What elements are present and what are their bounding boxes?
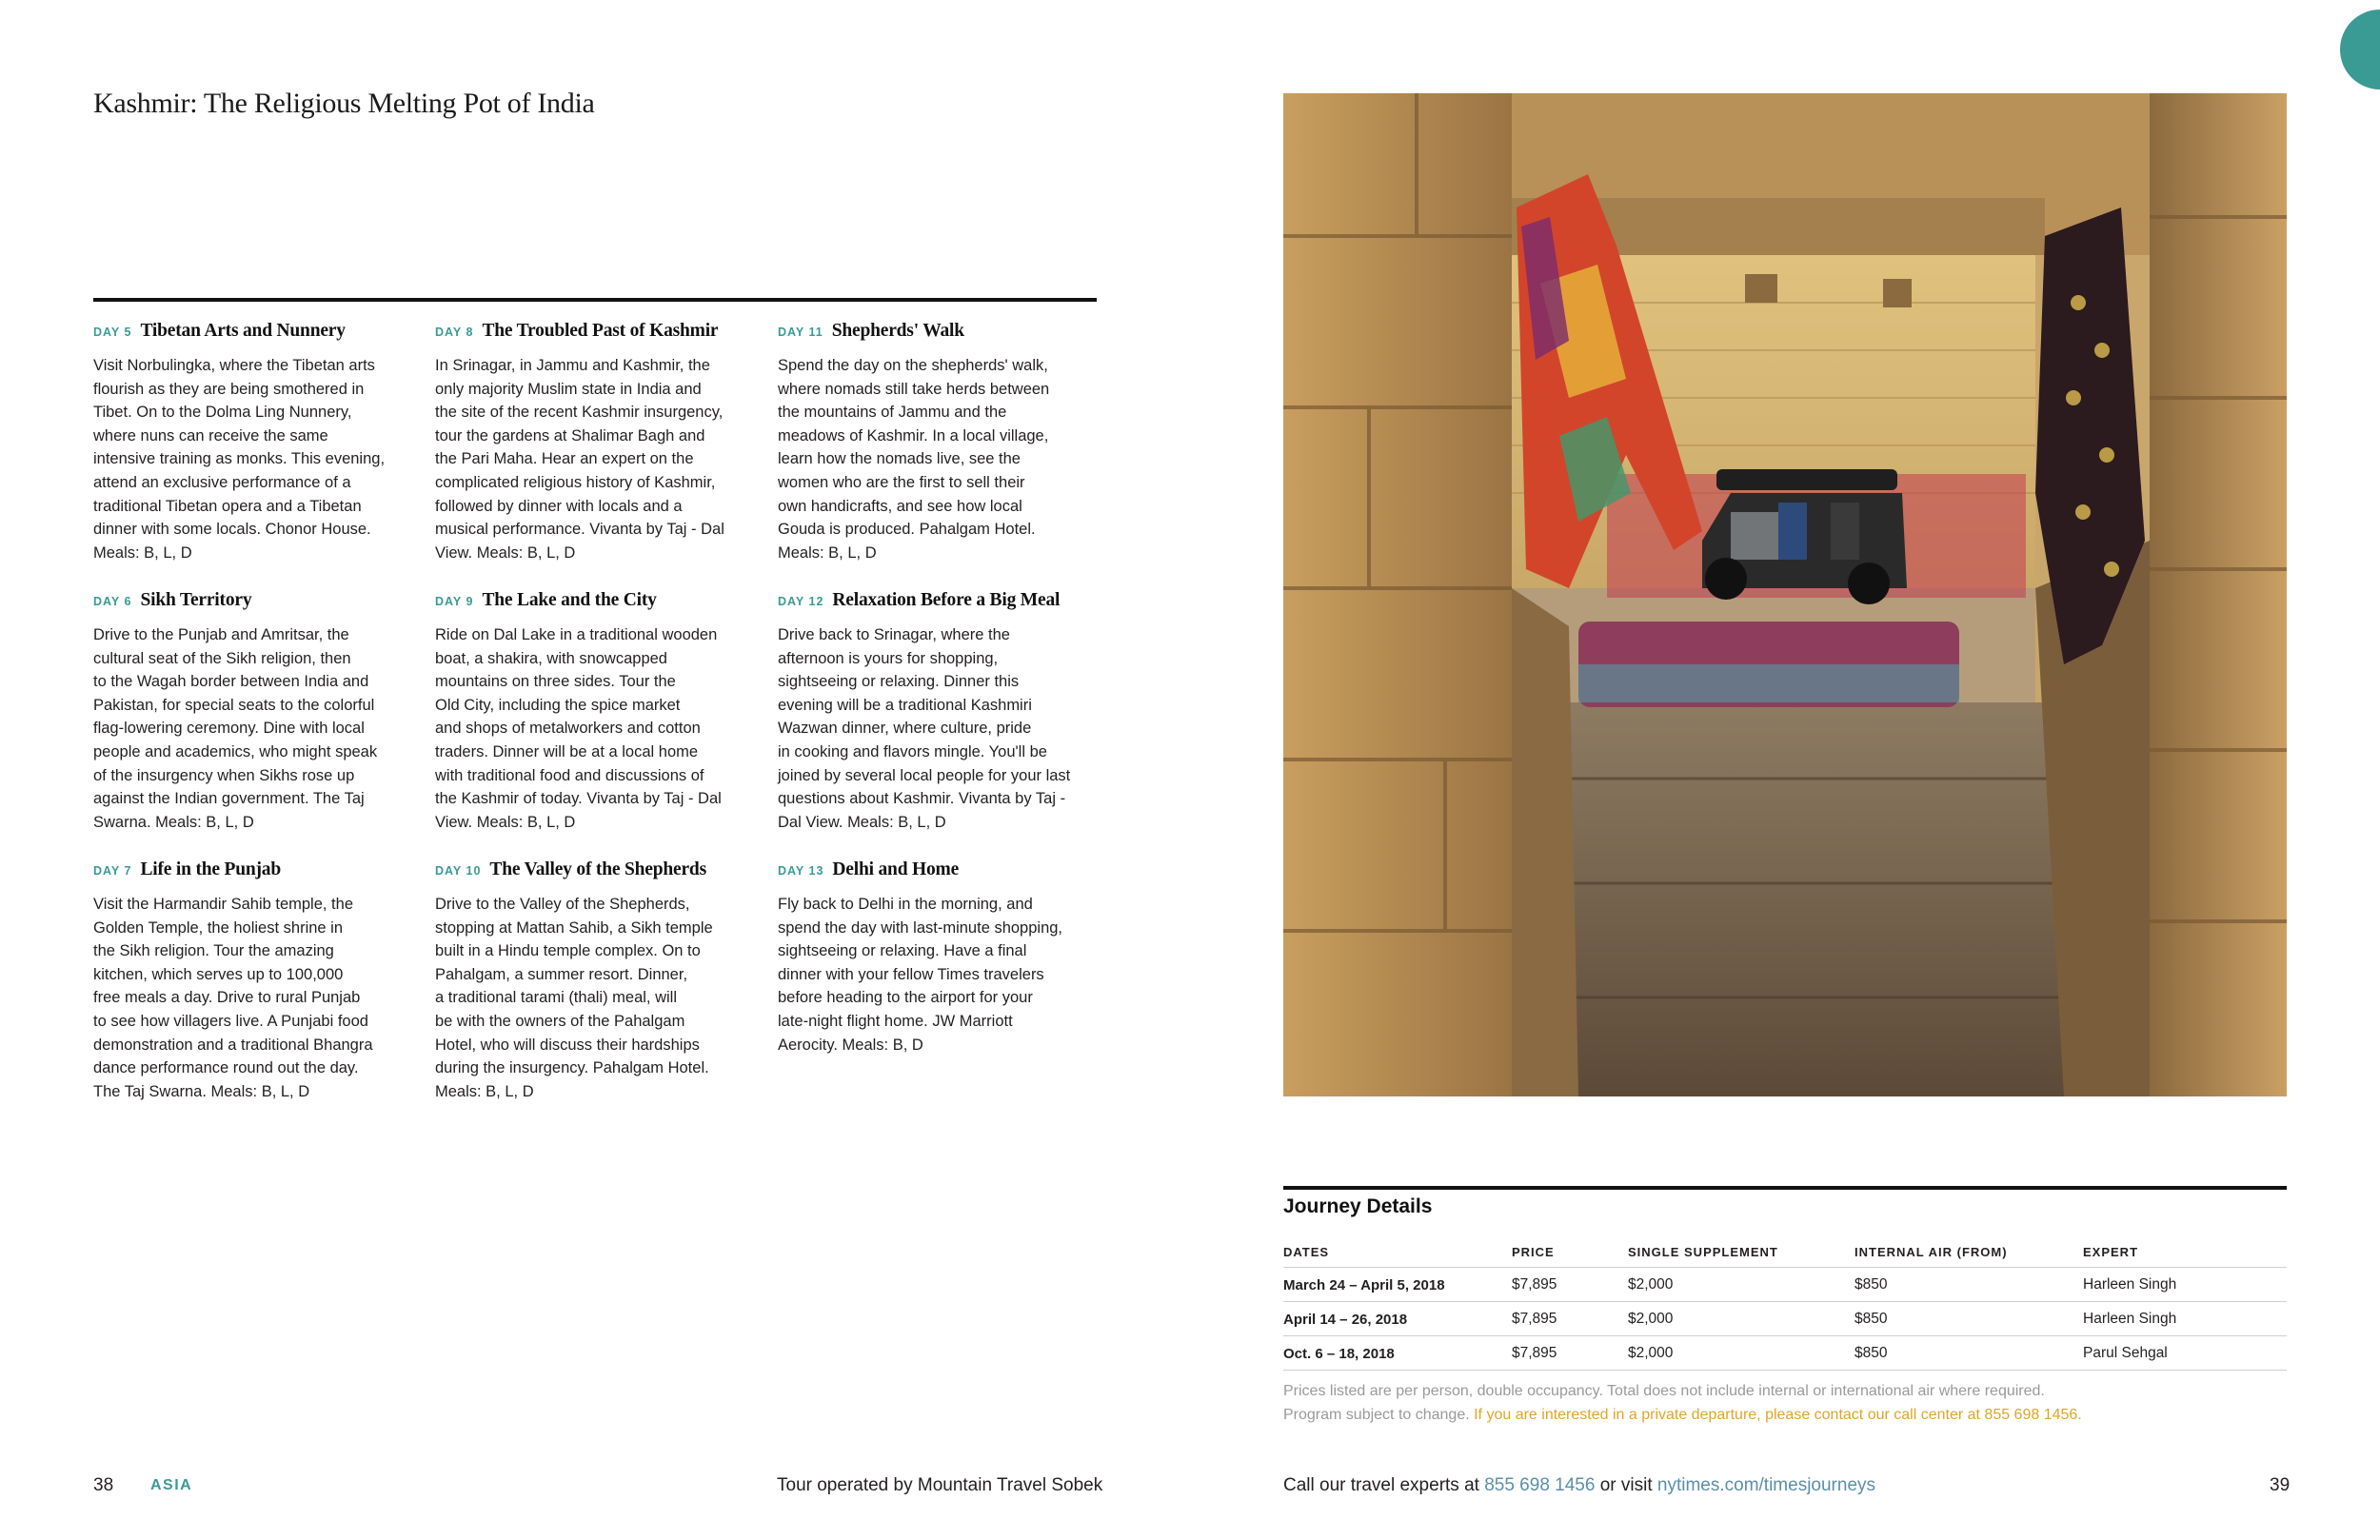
itinerary-day bbox=[435, 859, 764, 1103]
description-line: Old City, including the spice market bbox=[435, 696, 681, 714]
air-cell: $850 bbox=[1854, 1268, 2083, 1302]
description-line: boat, a shakira, with snowcapped bbox=[435, 649, 667, 667]
description-line: Tibet. On to the Dolma Ling Nunnery, bbox=[93, 404, 352, 422]
day-number: DAY 7 bbox=[93, 864, 132, 878]
description-line: Drive back to Srinagar, where the bbox=[778, 626, 1010, 643]
day-description bbox=[93, 354, 423, 564]
description-line: be with the owners of the Pahalgam bbox=[435, 1012, 685, 1030]
day-heading bbox=[435, 321, 764, 342]
page-title: Kashmir: The Religious Melting Pot of India bbox=[93, 88, 595, 119]
price-cell: $7,895 bbox=[1512, 1268, 1628, 1302]
day-number: DAY 8 bbox=[435, 326, 474, 339]
description-line: during the insurgency. Pahalgam Hotel. bbox=[435, 1059, 709, 1077]
description-line: View. Meals: B, L, D bbox=[435, 543, 576, 562]
day-description bbox=[93, 893, 423, 1103]
supplement-cell: $2,000 bbox=[1628, 1268, 1854, 1302]
journey-details-table bbox=[1283, 1240, 2287, 1371]
day-title: The Troubled Past of Kashmir bbox=[482, 321, 719, 341]
description-line: dinner with your fellow Times travelers bbox=[778, 965, 1044, 983]
description-line: spend the day with last-minute shopping, bbox=[778, 918, 1063, 937]
header-single-supplement: SINGLE SUPPLEMENT bbox=[1628, 1240, 1854, 1268]
description-line: Swarna. Meals: B, L, D bbox=[93, 813, 254, 831]
description-line: the Sikh religion. Tour the amazing bbox=[93, 942, 334, 960]
day-heading bbox=[778, 859, 1107, 880]
description-line: kitchen, which serves up to 100,000 bbox=[93, 965, 344, 983]
date-cell: April 14 – 26, 2018 bbox=[1283, 1302, 1512, 1336]
description-line: complicated religious history of Kashmir, bbox=[435, 473, 716, 491]
description-line: evening will be a traditional Kashmiri bbox=[778, 696, 1032, 714]
description-line: flourish as they are being smothered in bbox=[93, 380, 365, 398]
description-line: afternoon is yours for shopping, bbox=[778, 649, 999, 667]
supplement-cell: $2,000 bbox=[1628, 1302, 1854, 1336]
or-visit: or visit bbox=[1595, 1475, 1657, 1495]
description-line: the Kashmir of today. Vivanta by Taj - Dal bbox=[435, 790, 722, 808]
header-internal-air: INTERNAL AIR (FROM) bbox=[1854, 1240, 2083, 1268]
description-line: Hotel, who will discuss their hardships bbox=[435, 1036, 700, 1054]
description-line: people and academics, who might speak bbox=[93, 742, 378, 760]
description-line: traders. Dinner will be at a local home bbox=[435, 742, 699, 760]
supplement-cell: $2,000 bbox=[1628, 1336, 1854, 1371]
day-number: DAY 6 bbox=[93, 595, 132, 608]
day-number: DAY 12 bbox=[778, 595, 824, 608]
description-line: only majority Muslim state in India and bbox=[435, 380, 702, 398]
travel-photo bbox=[1283, 93, 2287, 1096]
description-line: demonstration and a traditional Bhangra bbox=[93, 1036, 373, 1054]
website-link[interactable]: nytimes.com/timesjourneys bbox=[1656, 1475, 1876, 1495]
journey-details-title: Journey Details bbox=[1283, 1195, 1433, 1217]
day-heading bbox=[778, 321, 1107, 342]
itinerary-day bbox=[778, 590, 1107, 834]
description-line: attend an exclusive performance of a bbox=[93, 473, 351, 491]
description-line: musical performance. Vivanta by Taj - Dal bbox=[435, 521, 724, 539]
date-cell: March 24 – April 5, 2018 bbox=[1283, 1268, 1512, 1302]
itinerary-day bbox=[435, 321, 764, 564]
description-line: flag-lowering ceremony. Dine with local bbox=[93, 720, 365, 738]
description-line: stopping at Mattan Sahib, a Sikh temple bbox=[435, 918, 713, 937]
description-line: Drive to the Valley of the Shepherds, bbox=[435, 896, 690, 913]
description-line: against the Indian government. The Taj bbox=[93, 790, 365, 808]
description-line: to see how villagers live. A Punjabi food bbox=[93, 1012, 368, 1030]
description-line: Visit Norbulingka, where the Tibetan arts bbox=[93, 357, 375, 374]
description-line: followed by dinner with locals and a bbox=[435, 497, 683, 515]
header-dates: DATES bbox=[1283, 1240, 1512, 1268]
description-line: and shops of metalworkers and cotton bbox=[435, 720, 701, 738]
program-note-prefix: Program subject to change. bbox=[1283, 1407, 1475, 1423]
day-heading bbox=[93, 321, 423, 342]
itinerary-day bbox=[778, 321, 1107, 564]
description-line: Pahalgam, a summer resort. Dinner, bbox=[435, 965, 688, 983]
description-line: free meals a day. Drive to rural Punjab bbox=[93, 989, 361, 1007]
description-line: Wazwan dinner, where culture, pride bbox=[778, 720, 1032, 738]
expert-cell: Harleen Singh bbox=[2083, 1302, 2287, 1336]
table-row bbox=[1283, 1302, 2287, 1336]
header-expert: EXPERT bbox=[2083, 1240, 2287, 1268]
table-row bbox=[1283, 1336, 2287, 1371]
day-number: DAY 13 bbox=[778, 864, 824, 878]
description-line: tour the gardens at Shalimar Bagh and bbox=[435, 426, 705, 444]
description-line: late-night flight home. JW Marriott bbox=[778, 1012, 1013, 1030]
day-description bbox=[93, 623, 423, 834]
day-title: The Lake and the City bbox=[482, 590, 657, 610]
description-line: where nuns can receive the same bbox=[93, 426, 328, 444]
day-description bbox=[435, 354, 764, 564]
itinerary-day bbox=[778, 859, 1107, 1056]
table-header-row bbox=[1283, 1240, 2287, 1268]
day-description bbox=[778, 354, 1107, 564]
corner-tab-marker bbox=[2340, 10, 2380, 89]
description-line: Visit the Harmandir Sahib temple, the bbox=[93, 896, 353, 913]
day-description bbox=[435, 623, 764, 834]
table-row bbox=[1283, 1268, 2287, 1302]
description-line: a traditional tarami (thali) meal, will bbox=[435, 989, 678, 1007]
page-number-left: 38 bbox=[93, 1475, 114, 1495]
header-price: PRICE bbox=[1512, 1240, 1628, 1268]
day-heading bbox=[435, 859, 764, 880]
section-tag: ASIA bbox=[150, 1477, 193, 1493]
description-line: the site of the recent Kashmir insurgency, bbox=[435, 404, 724, 422]
day-number: DAY 9 bbox=[435, 595, 474, 608]
description-line: In Srinagar, in Jammu and Kashmir, the bbox=[435, 357, 710, 374]
call-prefix: Call our travel experts at bbox=[1283, 1475, 1485, 1495]
phone-number[interactable]: 855 698 1456 bbox=[1484, 1475, 1596, 1495]
description-line: Spend the day on the shepherds' walk, bbox=[778, 357, 1048, 374]
expert-cell: Harleen Singh bbox=[2083, 1268, 2287, 1302]
day-description bbox=[778, 623, 1107, 834]
description-line: traditional Tibetan opera and a Tibetan bbox=[93, 497, 362, 515]
description-line: Dal View. Meals: B, L, D bbox=[778, 813, 946, 831]
private-departure-note: If you are interested in a private departure, please contact our call center at 855 698 1456. bbox=[1474, 1407, 2082, 1423]
price-cell: $7,895 bbox=[1512, 1302, 1628, 1336]
day-number: DAY 11 bbox=[778, 326, 823, 339]
description-line: own handicrafts, and see how local bbox=[778, 497, 1022, 515]
day-title: Shepherds' Walk bbox=[831, 321, 964, 341]
day-number: DAY 5 bbox=[93, 326, 132, 339]
description-line: before heading to the airport for your bbox=[778, 989, 1033, 1007]
description-line: dance performance round out the day. bbox=[93, 1059, 359, 1077]
description-line: Drive to the Punjab and Amritsar, the bbox=[93, 626, 349, 643]
description-line: cultural seat of the Sikh religion, then bbox=[93, 649, 351, 667]
date-cell: Oct. 6 – 18, 2018 bbox=[1283, 1336, 1512, 1371]
day-number: DAY 10 bbox=[435, 864, 482, 878]
description-line: in cooking and flavors mingle. You'll be bbox=[778, 742, 1047, 760]
description-line: Golden Temple, the holiest shrine in bbox=[93, 918, 344, 937]
description-line: joined by several local people for your last bbox=[778, 766, 1071, 784]
description-line: Pakistan, for special seats to the colorful bbox=[93, 696, 375, 714]
air-cell: $850 bbox=[1854, 1336, 2083, 1371]
journey-details-divider bbox=[1283, 1186, 2287, 1190]
description-line: meadows of Kashmir. In a local village, bbox=[778, 426, 1049, 444]
itinerary-day bbox=[435, 590, 764, 834]
day-title: Sikh Territory bbox=[140, 590, 252, 610]
description-line: the Pari Maha. Hear an expert on the bbox=[435, 450, 694, 468]
itinerary-day bbox=[93, 321, 423, 564]
day-title: Relaxation Before a Big Meal bbox=[832, 590, 1061, 610]
description-line: Aerocity. Meals: B, D bbox=[778, 1036, 923, 1054]
description-line: dinner with some locals. Chonor House. bbox=[93, 521, 371, 539]
itinerary-day bbox=[93, 859, 423, 1103]
expert-cell: Parul Sehgal bbox=[2083, 1336, 2287, 1371]
description-line: sightseeing or relaxing. Have a final bbox=[778, 942, 1027, 960]
page-number-right: 39 bbox=[2270, 1475, 2291, 1495]
day-description bbox=[435, 893, 764, 1103]
description-line: where nomads still take herds between bbox=[778, 380, 1050, 398]
air-cell: $850 bbox=[1854, 1302, 2083, 1336]
description-line: with traditional food and discussions of bbox=[435, 766, 704, 784]
description-line: sightseeing or relaxing. Dinner this bbox=[778, 673, 1020, 691]
program-note bbox=[1283, 1407, 2082, 1424]
description-line: Meals: B, L, D bbox=[778, 543, 877, 562]
day-description bbox=[778, 893, 1107, 1056]
description-line: mountains on three sides. Tour the bbox=[435, 673, 676, 691]
description-line: The Taj Swarna. Meals: B, L, D bbox=[93, 1082, 310, 1100]
description-line: Meals: B, L, D bbox=[435, 1082, 534, 1100]
description-line: intensive training as monks. This evening, bbox=[93, 450, 386, 468]
description-line: Fly back to Delhi in the morning, and bbox=[778, 896, 1033, 913]
description-line: Ride on Dal Lake in a traditional wooden bbox=[435, 626, 718, 643]
section-divider bbox=[93, 298, 1097, 302]
day-title: Life in the Punjab bbox=[140, 859, 281, 879]
pricing-note: Prices listed are per person, double occupancy. Total does not include internal or international air where required. bbox=[1283, 1383, 2045, 1399]
description-line: View. Meals: B, L, D bbox=[435, 813, 576, 831]
description-line: built in a Hindu temple complex. On to bbox=[435, 942, 701, 960]
day-heading bbox=[778, 590, 1107, 611]
day-title: Delhi and Home bbox=[832, 859, 960, 879]
description-line: the mountains of Jammu and the bbox=[778, 404, 1007, 422]
day-heading bbox=[93, 859, 423, 880]
description-line: questions about Kashmir. Vivanta by Taj - bbox=[778, 790, 1066, 808]
description-line: women who are the first to sell their bbox=[778, 473, 1025, 491]
contact-line bbox=[1283, 1475, 1875, 1496]
price-cell: $7,895 bbox=[1512, 1336, 1628, 1371]
day-title: Tibetan Arts and Nunnery bbox=[140, 321, 346, 341]
day-heading bbox=[93, 590, 423, 611]
day-title: The Valley of the Shepherds bbox=[489, 859, 706, 879]
itinerary-day bbox=[93, 590, 423, 834]
tour-operator: Tour operated by Mountain Travel Sobek bbox=[777, 1475, 1103, 1495]
day-heading bbox=[435, 590, 764, 611]
description-line: learn how the nomads live, see the bbox=[778, 450, 1021, 468]
description-line: Gouda is produced. Pahalgam Hotel. bbox=[778, 521, 1036, 539]
description-line: to the Wagah border between India and bbox=[93, 673, 369, 691]
description-line: Meals: B, L, D bbox=[93, 543, 192, 562]
description-line: of the insurgency when Sikhs rose up bbox=[93, 766, 355, 784]
